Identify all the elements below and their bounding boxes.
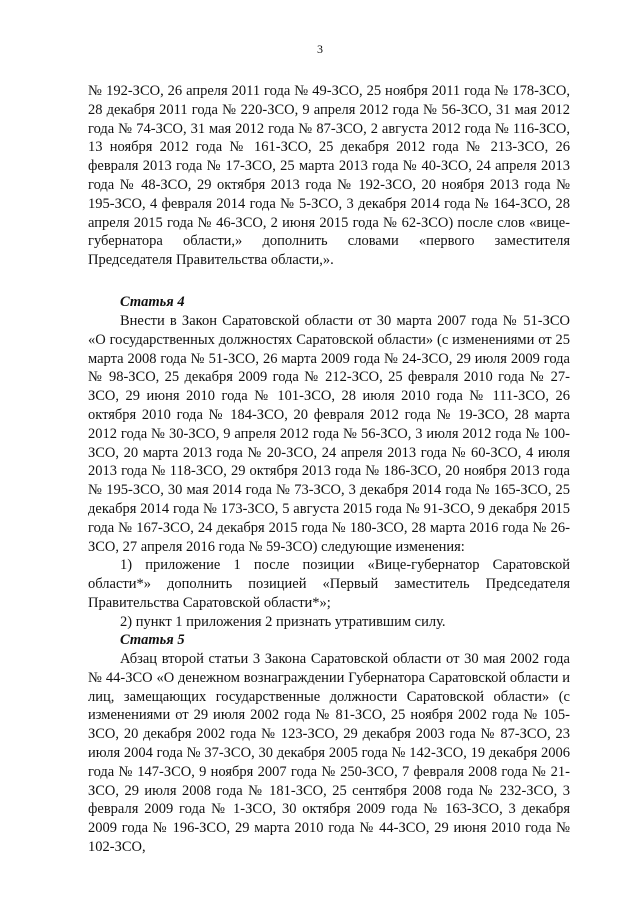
article-4-item-1: 1) приложение 1 после позиции «Вице-губернатор Саратовской области*» дополнить позицией «Первый заместитель Председателя Правительства Саратовской области*»; <box>88 557 570 611</box>
page-number: 3 <box>317 42 323 56</box>
article-4-heading: Статья 4 <box>120 294 185 310</box>
intro-paragraph <box>88 82 570 270</box>
article-4-paragraph: Внести в Закон Саратовской области от 30 марта 2007 года № 51-ЗСО «О государственных должностях Саратовской области» (с изменениями от 25 марта 2008 года № 51-ЗСО, 26 марта 2009 года № 24-ЗСО, 29 июля 2009 года № 98-ЗСО, 25 декабря 2009 года № 212-ЗСО, 25 февраля 2010 года № 27-ЗСО, 29 июня 2010 года № 101-ЗСО, 28 июля 2010 года № 111-ЗСО, 26 октября 2010 года № 184-ЗСО, 20 февраля 2012 года № 19-ЗСО, 28 марта 2012 года № 30-ЗСО, 9 апреля 2012 года № 56-ЗСО, 3 июля 2012 года № 100-ЗСО, 20 марта 2013 года № 20-ЗСО, 24 апреля 2013 года № 60-ЗСО, 4 июля 2013 года № 118-ЗСО, 29 октября 2013 года № 186-ЗСО, 20 ноября 2013 года № 195-ЗСО, 30 мая 2014 года № 73-ЗСО, 3 декабря 2014 года № 165-ЗСО, 25 декабря 2014 года № 173-ЗСО, 5 августа 2015 года № 91-ЗСО, 9 декабря 2015 года № 167-ЗСО, 24 декабря 2015 года № 180-ЗСО, 28 марта 2016 года № 26-ЗСО, 27 апреля 2016 года № 59-ЗСО) следующие изменения: <box>88 313 570 555</box>
article-4-body <box>88 312 570 632</box>
article-5-body <box>88 650 570 857</box>
article-5-heading: Статья 5 <box>120 632 185 648</box>
article-4-item-2: 2) пункт 1 приложения 2 признать утратившим силу. <box>120 613 446 630</box>
article-5-paragraph: Абзац второй статьи 3 Закона Саратовской области от 30 мая 2002 года № 44-ЗСО «О денежном вознаграждении Губернатора Саратовской области и лиц, замещающих государственные должности Саратовской области» (с изменениями от 29 июля 2002 года № 81-ЗСО, 25 ноября 2002 года № 105-ЗСО, 20 декабря 2002 года № 123-ЗСО, 29 декабря 2003 года № 87-ЗСО, 23 июля 2004 года № 37-ЗСО, 30 декабря 2005 года № 142-ЗСО, 19 декабря 2006 года № 147-ЗСО, 9 ноября 2007 года № 250-ЗСО, 7 февраля 2008 года № 21-ЗСО, 29 июля 2008 года № 181-ЗСО, 25 сентября 2008 года № 232-ЗСО, 3 февраля 2009 года № 1-ЗСО, 30 октября 2009 года № 163-ЗСО, 3 декабря 2009 года № 196-ЗСО, 29 марта 2010 года № 44-ЗСО, 29 июня 2010 года № 102-ЗСО, <box>88 651 570 855</box>
intro-text: № 192-ЗСО, 26 апреля 2011 года № 49-ЗСО, 25 ноября 2011 года № 178-ЗСО, 28 декабря 2011 года № 220-ЗСО, 9 апреля 2012 года № 56-ЗСО, 31 мая 2012 года № 74-ЗСО, 31 мая 2012 года № 87-ЗСО, 2 августа 2012 года № 116-ЗСО, 13 ноября 2012 года № 161-ЗСО, 25 декабря 2012 года № 213-ЗСО, 26 февраля 2013 года № 17-ЗСО, 25 марта 2013 года № 40-ЗСО, 24 апреля 2013 года № 48-ЗСО, 29 октября 2013 года № 192-ЗСО, 20 ноября 2013 года № 195-ЗСО, 4 февраля 2014 года № 5-ЗСО, 3 декабря 2014 года № 164-ЗСО, 28 апреля 2015 года № 46-ЗСО, 2 июня 2015 года № 62-ЗСО) после слов «вице-губернатора области,» дополнить словами «первого заместителя Председателя Правительства области,». <box>88 83 570 269</box>
